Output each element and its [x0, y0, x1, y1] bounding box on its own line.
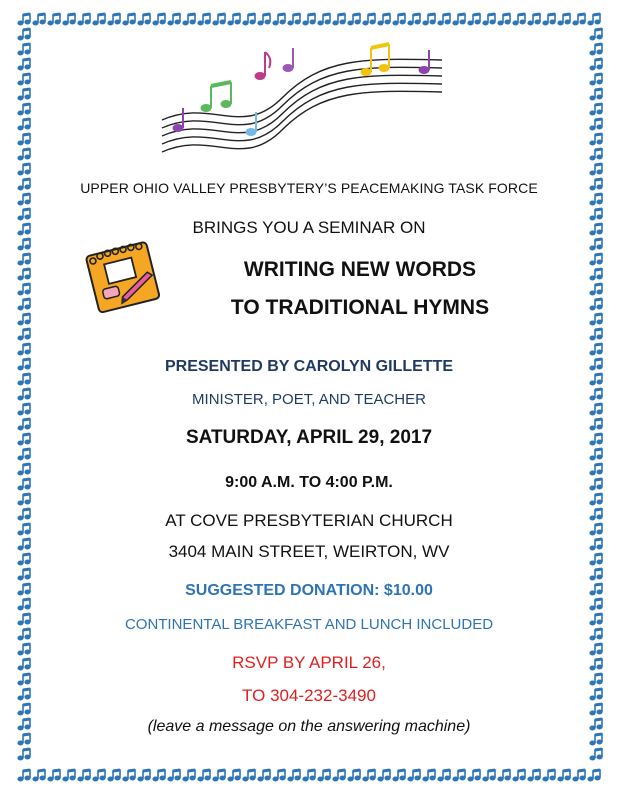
- music-note-icon: [108, 14, 120, 25]
- music-note-icon: [348, 770, 360, 781]
- music-note-icon: [63, 14, 75, 25]
- music-note-icon: [590, 44, 602, 55]
- music-note-icon: [78, 770, 90, 781]
- music-note-icon: [408, 770, 420, 781]
- music-note-icon: [393, 14, 405, 25]
- music-note-icon: [590, 449, 602, 460]
- music-note-icon: [363, 770, 375, 781]
- music-note-icon: [333, 770, 345, 781]
- music-note-icon: [423, 14, 435, 25]
- music-note-icon: [243, 770, 255, 781]
- music-note-icon: [18, 284, 30, 295]
- music-note-icon: [273, 14, 285, 25]
- music-note-icon: [453, 770, 465, 781]
- seminar-title-line2: TO TRADITIONAL HYMNS: [230, 296, 490, 319]
- music-note-icon: [33, 770, 45, 781]
- donation-line: SUGGESTED DONATION: $10.00: [185, 582, 433, 599]
- music-note-icon: [363, 14, 375, 25]
- intro-line: BRINGS YOU A SEMINAR ON: [192, 218, 426, 237]
- music-note-icon: [93, 14, 105, 25]
- music-note-icon: [590, 59, 602, 70]
- rsvp-phone: TO 304-232-3490: [242, 686, 376, 705]
- seminar-title-line1: WRITING NEW WORDS: [243, 258, 477, 281]
- music-note-icon: [590, 314, 602, 325]
- music-note-icon: [588, 14, 600, 25]
- music-note-icon: [18, 74, 30, 85]
- music-note-icon: [168, 14, 180, 25]
- music-note-icon: [33, 14, 45, 25]
- music-note-icon: [153, 770, 165, 781]
- music-note-icon: [183, 770, 195, 781]
- music-note-icon: [590, 239, 602, 250]
- music-note-icon: [18, 149, 30, 160]
- music-note-icon: [303, 770, 315, 781]
- music-note-icon: [543, 770, 555, 781]
- music-note-icon: [123, 14, 135, 25]
- rsvp-deadline: RSVP BY APRIL 26,: [232, 653, 386, 672]
- music-note-icon: [183, 14, 195, 25]
- music-note-icon: [573, 14, 585, 25]
- music-note-icon: [18, 239, 30, 250]
- music-note-icon: [590, 254, 602, 265]
- music-note-icon: [590, 329, 602, 340]
- music-note-icon: [513, 770, 525, 781]
- music-note-icon: [573, 770, 585, 781]
- music-note-icon: [78, 14, 90, 25]
- presenter-roles: MINISTER, POET, AND TEACHER: [192, 391, 426, 408]
- music-note-icon: [213, 770, 225, 781]
- music-note-icon: [590, 134, 602, 145]
- notebook-pencil-icon: [78, 238, 170, 318]
- presenter-line: PRESENTED BY CAROLYN GILLETTE: [164, 358, 454, 375]
- music-note-icon: [528, 14, 540, 25]
- music-note-icon: [378, 14, 390, 25]
- music-note-icon: [18, 329, 30, 340]
- music-note-icon: [590, 569, 602, 580]
- music-staff-icon: [152, 38, 452, 158]
- music-note-icon: [18, 314, 30, 325]
- music-note-icon: [590, 149, 602, 160]
- music-note-icon: [590, 104, 602, 115]
- meals-line: CONTINENTAL BREAKFAST AND LUNCH INCLUDED: [124, 616, 494, 633]
- music-note-icon: [288, 770, 300, 781]
- music-note-icon: [198, 770, 210, 781]
- music-note-icon: [590, 119, 602, 130]
- rsvp-note: (leave a message on the answering machine): [147, 718, 471, 735]
- music-note-icon: [558, 14, 570, 25]
- organization-line: UPPER OHIO VALLEY PRESBYTERY’S PEACEMAKING TASK FORCE: [80, 180, 538, 196]
- music-note-icon: [453, 14, 465, 25]
- music-note-icon: [348, 14, 360, 25]
- music-note-icon: [123, 770, 135, 781]
- music-note-icon: [93, 770, 105, 781]
- music-note-icon: [258, 770, 270, 781]
- music-note-icon: [483, 14, 495, 25]
- music-note-icon: [438, 14, 450, 25]
- music-note-icon: [18, 134, 30, 145]
- music-note-icon: [408, 14, 420, 25]
- music-note-icon: [18, 494, 30, 505]
- music-note-icon: [18, 770, 30, 781]
- music-note-icon: [138, 770, 150, 781]
- music-note-icon: [378, 770, 390, 781]
- music-note-icon: [333, 14, 345, 25]
- music-note-icon: [588, 770, 600, 781]
- music-note-icon: [18, 14, 30, 25]
- music-note-icon: [48, 770, 60, 781]
- music-note-icon: [18, 449, 30, 460]
- music-note-icon: [18, 89, 30, 100]
- music-note-icon: [138, 14, 150, 25]
- music-note-icon: [590, 74, 602, 85]
- music-note-icon: [18, 164, 30, 175]
- music-note-icon: [18, 104, 30, 115]
- music-note-icon: [590, 299, 602, 310]
- music-note-icon: [468, 14, 480, 25]
- music-note-icon: [590, 749, 602, 760]
- music-note-icon: [468, 770, 480, 781]
- music-note-icon: [63, 770, 75, 781]
- music-note-icon: [528, 770, 540, 781]
- music-note-icon: [590, 164, 602, 175]
- music-note-icon: [258, 14, 270, 25]
- music-note-icon: [288, 14, 300, 25]
- music-note-icon: [273, 770, 285, 781]
- music-note-icon: [18, 29, 30, 40]
- event-venue: AT COVE PRESBYTERIAN CHURCH: [165, 511, 453, 530]
- music-note-icon: [198, 14, 210, 25]
- music-note-icon: [18, 599, 30, 610]
- event-time: 9:00 A.M. TO 4:00 P.M.: [225, 474, 393, 491]
- music-note-icon: [558, 770, 570, 781]
- music-note-icon: [18, 59, 30, 70]
- music-note-icon: [498, 770, 510, 781]
- music-note-icon: [18, 749, 30, 760]
- music-note-icon: [228, 14, 240, 25]
- music-note-icon: [393, 770, 405, 781]
- music-note-icon: [438, 770, 450, 781]
- music-note-icon: [513, 14, 525, 25]
- music-note-icon: [590, 29, 602, 40]
- music-note-icon: [590, 599, 602, 610]
- music-note-icon: [590, 344, 602, 355]
- music-note-icon: [228, 770, 240, 781]
- music-note-icon: [18, 299, 30, 310]
- music-note-icon: [590, 89, 602, 100]
- music-note-icon: [18, 569, 30, 580]
- music-note-icon: [108, 770, 120, 781]
- music-note-icon: [48, 14, 60, 25]
- music-note-icon: [18, 344, 30, 355]
- music-note-icon: [590, 269, 602, 280]
- music-note-icon: [18, 44, 30, 55]
- music-note-icon: [303, 14, 315, 25]
- music-note-icon: [213, 14, 225, 25]
- event-date: SATURDAY, APRIL 29, 2017: [185, 427, 433, 448]
- music-note-icon: [168, 770, 180, 781]
- music-note-icon: [318, 14, 330, 25]
- music-note-icon: [18, 674, 30, 685]
- music-note-icon: [318, 770, 330, 781]
- music-note-icon: [590, 284, 602, 295]
- music-note-icon: [483, 770, 495, 781]
- music-note-icon: [153, 14, 165, 25]
- music-note-icon: [18, 119, 30, 130]
- music-note-icon: [423, 770, 435, 781]
- music-note-icon: [590, 494, 602, 505]
- music-note-icon: [498, 14, 510, 25]
- music-note-icon: [590, 674, 602, 685]
- music-note-icon: [243, 14, 255, 25]
- music-note-icon: [543, 14, 555, 25]
- event-address: 3404 MAIN STREET, WEIRTON, WV: [168, 542, 450, 561]
- music-note-icon: [18, 269, 30, 280]
- music-note-icon: [18, 254, 30, 265]
